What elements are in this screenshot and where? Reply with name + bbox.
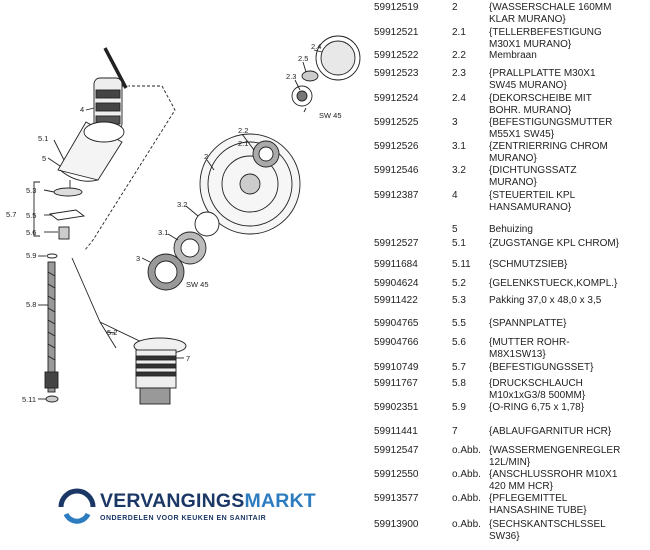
part-position: 5.8	[452, 378, 466, 389]
part-description: Membraan	[489, 50, 537, 61]
part-position: 5.3	[452, 295, 466, 306]
part-number: 59912524	[374, 93, 419, 104]
label-5-3: 5.3	[26, 186, 37, 195]
part-number: 59904766	[374, 337, 419, 348]
part-number: 59912521	[374, 27, 419, 38]
label-5-5: 5.5	[26, 211, 37, 220]
part-position: 5.9	[452, 402, 466, 413]
part-number: 59913900	[374, 519, 419, 530]
label-sw45-bottom: SW 45	[186, 280, 209, 289]
label-5-9: 5.9	[26, 251, 37, 260]
part-number: 59904765	[374, 318, 419, 329]
label-2-4: 2.4	[311, 42, 322, 51]
label-3-2: 3.2	[177, 200, 188, 209]
mounting-nut-part	[148, 254, 184, 290]
part-number: 59912526	[374, 141, 419, 152]
part-description: {GELENKSTUECK,KOMPL.}	[489, 278, 618, 289]
part-description: {WASSERMENGENREGLER 12L/MIN}	[489, 445, 621, 468]
part-position: o.Abb.	[452, 469, 481, 480]
logo-brand-name	[100, 490, 316, 513]
label-5-6: 5.6	[26, 228, 37, 237]
mixer-body-part	[58, 122, 124, 188]
part-position: 3	[452, 117, 458, 128]
part-description: {SPANNPLATTE}	[489, 318, 567, 329]
part-number: 59902351	[374, 402, 419, 413]
part-description: Pakking 37,0 x 48,0 x 3,5	[489, 295, 602, 306]
label-5-11: 5.11	[22, 395, 37, 404]
label-sw45-top: SW 45	[319, 111, 342, 120]
vervangingsmarkt-logo	[58, 484, 316, 534]
label-2-3: 2.3	[286, 72, 297, 81]
part-number: 59912519	[374, 2, 419, 13]
part-position: 3.2	[452, 165, 466, 176]
part-position: 5	[452, 224, 458, 235]
label-2-1: 2.1	[238, 139, 249, 148]
part-description: {ABLAUFGARNITUR HCR}	[489, 426, 612, 437]
part-description: {WASSERSCHALE 160MM KLAR MURANO}	[489, 2, 612, 25]
part-description: {BEFESTIGUNGSMUTTER M55X1 SW45}	[489, 117, 613, 140]
part-description: {ZENTRIERRING CHROM MURANO}	[489, 141, 608, 164]
part-number: 59912522	[374, 50, 419, 61]
part-number: 59911767	[374, 378, 418, 389]
label-5-1: 5.1	[38, 134, 49, 143]
part-position: 5.7	[452, 362, 466, 373]
part-description: {TELLERBEFESTIGUNG M30X1 MURANO}	[489, 27, 602, 50]
part-position: 2.3	[452, 68, 466, 79]
label-3: 3	[136, 254, 141, 263]
plate-fixing-part	[253, 141, 279, 167]
part-position: 5.1	[452, 238, 466, 249]
part-description: {STEUERTEIL KPL HANSAMURANO}	[489, 190, 576, 213]
part-number: 59911441	[374, 426, 418, 437]
part-number: 59912546	[374, 165, 419, 176]
part-position: 2	[452, 2, 458, 13]
part-position: 7	[452, 426, 458, 437]
part-description: Behuizing	[489, 224, 533, 235]
part-position: 5.5	[452, 318, 466, 329]
label-5: 5	[42, 154, 47, 163]
part-number: 59904624	[374, 278, 419, 289]
part-number: 59912547	[374, 445, 419, 456]
part-position: 5.2	[452, 278, 466, 289]
label-5-8: 5.8	[26, 300, 37, 309]
part-position: 5.6	[452, 337, 466, 348]
logo-brand-part2: MARKT	[244, 490, 316, 512]
decor-disc-part	[316, 36, 360, 80]
part-number: 59911684	[374, 259, 418, 270]
label-2: 2	[204, 152, 209, 161]
part-position: 3.1	[452, 141, 466, 152]
label-7: 7	[186, 354, 191, 363]
part-position: o.Abb.	[452, 445, 481, 456]
part-description: {O-RING 6,75 x 1,78}	[489, 402, 585, 413]
waste-valve-part	[134, 338, 186, 404]
logo-tagline: ONDERDELEN VOOR KEUKEN EN SANITAIR	[100, 515, 267, 522]
supply-hose-part	[45, 262, 58, 392]
part-description: {DEKORSCHEIBE MIT BOHR. MURANO}	[489, 93, 592, 116]
logo-mark-icon	[58, 488, 96, 526]
part-description: {ZUGSTANGE KPL CHROM}	[489, 238, 620, 249]
part-position: 5.11	[452, 259, 471, 270]
part-number: 59912527	[374, 238, 419, 249]
label-3-1: 3.1	[158, 228, 169, 237]
part-description: {ANSCHLUSSROHR M10X1 420 MM HCR}	[489, 469, 618, 492]
part-description: {MUTTER ROHR- M8X1SW13}	[489, 337, 570, 360]
label-2-5: 2.5	[298, 54, 309, 63]
part-position: o.Abb.	[452, 519, 481, 530]
part-position: 2.2	[452, 50, 466, 61]
label-5-2: 5.2	[107, 328, 118, 337]
part-number: 59912525	[374, 117, 419, 128]
logo-brand-part1: VERVANGINGS	[100, 490, 245, 512]
part-number: 59911422	[374, 295, 418, 306]
part-number: 59912387	[374, 190, 419, 201]
part-number: 59912523	[374, 68, 419, 79]
label-4: 4	[80, 105, 85, 114]
part-description: {DRUCKSCHLAUCH M10x1xG3/8 500MM}	[489, 378, 586, 401]
part-description: {BEFESTIGUNGSSET}	[489, 362, 594, 373]
label-5-7: 5.7	[6, 210, 17, 219]
part-description: {PFLEGEMITTEL HANSASHINE TUBE}	[489, 493, 587, 516]
part-description: {PRALLPLATTE M30X1 SW45 MURANO}	[489, 68, 596, 91]
part-position: 4	[452, 190, 458, 201]
part-position: 2.1	[452, 27, 466, 38]
label-2-2: 2.2	[238, 126, 249, 135]
part-position: o.Abb.	[452, 493, 481, 504]
part-number: 59913577	[374, 493, 419, 504]
part-description: {SECHSKANTSCHLSSEL SW36}	[489, 519, 606, 542]
part-position: 2.4	[452, 93, 466, 104]
part-number: 59912550	[374, 469, 419, 480]
part-number: 59910749	[374, 362, 419, 373]
exploded-parts-diagram	[0, 0, 375, 470]
part-description: {DICHTUNGSSATZ MURANO}	[489, 165, 577, 188]
part-description: {SCHMUTZSIEB}	[489, 259, 568, 270]
